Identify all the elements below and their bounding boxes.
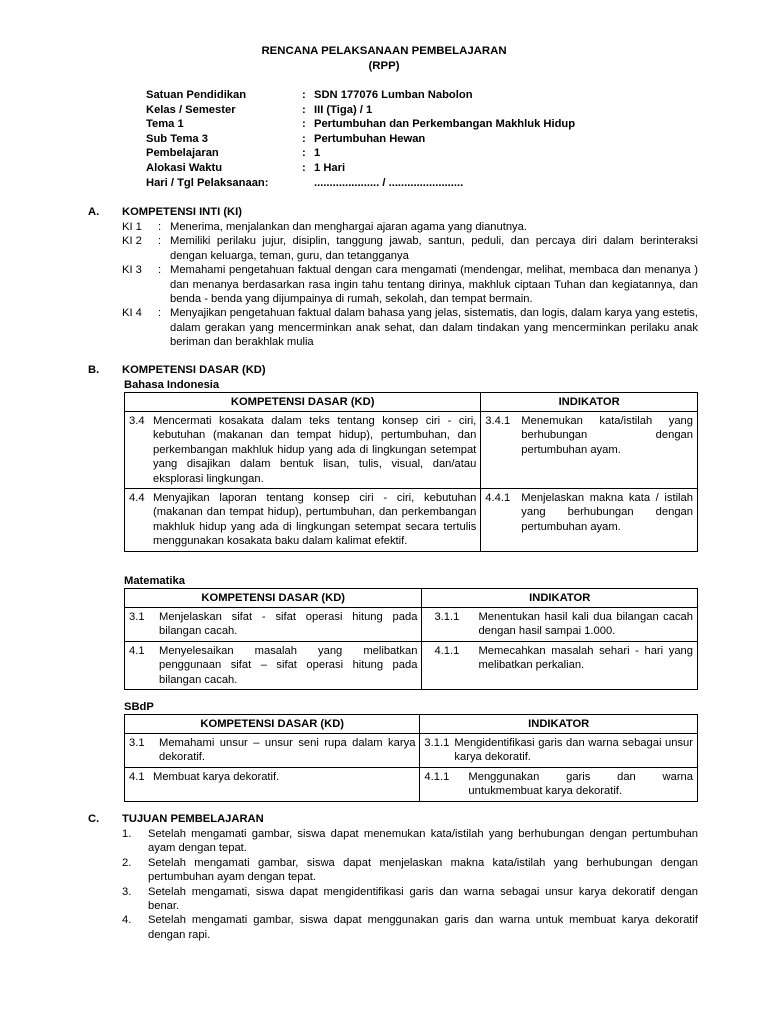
kd-cell bbox=[125, 734, 420, 768]
ki-code: KI 3 bbox=[122, 264, 142, 277]
indikator-cell bbox=[481, 489, 698, 552]
kd-code: 4.1 bbox=[129, 644, 145, 657]
indikator-text: Menentukan hasil kali dua bilangan cacah dengan hasil sampai 1.000. bbox=[478, 611, 693, 638]
kd-code: 3.4 bbox=[129, 415, 145, 427]
item-text: Setelah mengamati gambar, siswa dapat menggunakan garis dan warna untuk membuat karya dekoratif dengan rapi. bbox=[148, 914, 698, 941]
info-key: Pembelajaran bbox=[146, 147, 219, 160]
indikator-text: Menggunakan garis dan warna untukmembuat karya dekoratif. bbox=[468, 770, 693, 798]
kd-code: 4.4 bbox=[129, 492, 145, 505]
ki-colon: : bbox=[158, 264, 162, 277]
indikator-cell bbox=[481, 412, 698, 489]
info-row bbox=[146, 88, 575, 103]
kd-cell bbox=[125, 608, 422, 642]
subject-heading: Bahasa Indonesia bbox=[124, 379, 220, 391]
table-header-row bbox=[125, 393, 698, 412]
table-row bbox=[125, 767, 698, 801]
ki-text: Menerima, menjalankan dan menghargai ajaran agama yang dianutnya. bbox=[170, 221, 527, 233]
indikator-cell bbox=[422, 608, 698, 642]
kd-table-sbdp bbox=[124, 714, 698, 802]
kd-text: Menyelesaikan masalah yang melibatkan penggunaan sifat – sifat operasi hitung pada bilangan cacah. bbox=[159, 644, 418, 686]
info-key: Satuan Pendidikan bbox=[146, 89, 247, 101]
table-header-row bbox=[125, 715, 698, 734]
kd-code: 3.1 bbox=[129, 737, 145, 749]
kd-cell bbox=[125, 767, 420, 801]
header-kd: KOMPETENSI DASAR (KD) bbox=[125, 393, 481, 412]
info-colon: : bbox=[302, 118, 306, 131]
info-value: Pertumbuhan dan Perkembangan Makhluk Hidup bbox=[314, 118, 576, 131]
identity-info bbox=[146, 88, 575, 190]
info-row bbox=[146, 117, 575, 132]
ki-colon: : bbox=[158, 221, 162, 233]
subject-heading: SBdP bbox=[124, 701, 154, 713]
header-indikator: INDIKATOR bbox=[422, 589, 698, 608]
table-row bbox=[125, 608, 698, 642]
table-row bbox=[125, 734, 698, 768]
header-indikator: INDIKATOR bbox=[481, 393, 698, 412]
kd-text: Mencermati kosakata dalam teks tentang konsep ciri - ciri, kebutuhan (makanan dan tempat hidup), pertumbuhan, dan perkembangan makhluk hidup yang ada di lingkungan setempat yang disajikan dalam bentuk lisan, tulis, visual, dan/atau eksplorasi lingkungan. bbox=[153, 415, 477, 485]
info-value: Pertumbuhan Hewan bbox=[314, 132, 426, 145]
list-item bbox=[122, 827, 698, 856]
item-number: 4. bbox=[122, 914, 132, 927]
info-row bbox=[146, 132, 575, 147]
section-title: KOMPETENSI INTI (KI) bbox=[122, 206, 242, 218]
indikator-cell bbox=[422, 641, 698, 689]
kd-text: Memahami unsur – unsur seni rupa dalam karya dekoratif. bbox=[159, 737, 416, 764]
indikator-cell bbox=[420, 734, 698, 768]
table-row bbox=[125, 489, 698, 552]
header-kd: KOMPETENSI DASAR (KD) bbox=[125, 589, 422, 608]
section-letter: A. bbox=[88, 206, 100, 218]
kd-cell bbox=[125, 641, 422, 689]
indikator-code: 4.1.1 bbox=[424, 770, 450, 783]
item-number: 1. bbox=[122, 828, 132, 840]
info-colon: : bbox=[302, 161, 306, 174]
ki-item bbox=[122, 306, 698, 349]
ki-text: Menyajikan pengetahuan faktual dalam bahasa yang jelas, sistematis, dan logis, dalam karya yang estetis, dalam gerakan yang mencerminkan anak sehat, dan dalam tindakan yang mencerminkan perilaku anak beriman dan berakhlak mulia bbox=[170, 307, 698, 349]
list-item bbox=[122, 885, 698, 914]
indikator-code: 4.4.1 bbox=[485, 492, 511, 505]
info-colon bbox=[302, 176, 314, 191]
kd-cell bbox=[125, 412, 481, 489]
ki-text: Memahami pengetahuan faktual dengan cara mengamati (mendengar, melihat, membaca dan menanya ) dan menanya berdasarkan rasa ingin tahu tentang dirinya, makhluk ciptaan Tuhan dan kegiatannya, dan benda - benda yang dijumpainya di rumah, sekolah, dan tempat bermain. bbox=[170, 264, 698, 306]
subject-heading: Matematika bbox=[124, 575, 185, 587]
document-subtitle: (RPP) bbox=[368, 60, 400, 72]
kd-table-matematika bbox=[124, 588, 698, 690]
indikator-cell bbox=[420, 767, 698, 801]
list-item bbox=[122, 856, 698, 885]
table-header-row bbox=[125, 589, 698, 608]
info-row bbox=[146, 161, 575, 176]
info-value: SDN 177076 Lumban Nabolon bbox=[314, 89, 473, 101]
info-key: Kelas / Semester bbox=[146, 103, 236, 116]
section-title: KOMPETENSI DASAR (KD) bbox=[122, 364, 266, 376]
kd-cell bbox=[125, 489, 481, 552]
info-key: Tema 1 bbox=[146, 118, 184, 131]
ki-code: KI 2 bbox=[122, 235, 142, 248]
kd-text: Menjelaskan sifat - sifat operasi hitung pada bilangan cacah. bbox=[159, 611, 418, 638]
ki-item bbox=[122, 220, 698, 234]
info-key: Alokasi Waktu bbox=[146, 161, 223, 174]
indikator-code: 4.1.1 bbox=[434, 644, 460, 657]
indikator-text: Menjelaskan makna kata / istilah yang berhubungan dengan pertumbuhan ayam. bbox=[521, 492, 693, 533]
info-key: Hari / Tgl Pelaksanaan: bbox=[146, 176, 269, 189]
ki-colon: : bbox=[158, 235, 162, 248]
info-row bbox=[146, 103, 575, 118]
table-row bbox=[125, 412, 698, 489]
kd-text: Membuat karya dekoratif. bbox=[153, 770, 280, 783]
document-title: RENCANA PELAKSANAAN PEMBELAJARAN bbox=[261, 45, 507, 57]
table-row bbox=[125, 641, 698, 689]
kd-text: Menyajikan laporan tentang konsep ciri - ciri, kebutuhan (makanan dan tempat hidup), pertumbuhan, dan perkembangan makhluk hidup yang ada di lingkungan setempat secara tertulis menggunakan kosakata baku dalam kalimat efektif. bbox=[153, 492, 477, 548]
indikator-text: Mengidentifikasi garis dan warna sebagai unsur karya dekoratif. bbox=[454, 737, 693, 764]
tujuan-list bbox=[122, 827, 698, 942]
ki-code: KI 1 bbox=[122, 221, 142, 233]
info-colon: : bbox=[302, 103, 306, 116]
kd-code: 4.1 bbox=[129, 770, 145, 783]
info-value: 1 Hari bbox=[314, 161, 346, 174]
info-colon: : bbox=[302, 89, 306, 101]
header-indikator: INDIKATOR bbox=[420, 715, 698, 734]
kd-table-bahasa-indonesia bbox=[124, 392, 698, 552]
item-text: Setelah mengamati gambar, siswa dapat menemukan kata/istilah yang berhubungan dengan pertumbuhan ayam dengan tepat. bbox=[148, 828, 698, 855]
indikator-code: 3.1.1 bbox=[424, 737, 450, 749]
indikator-text: Menemukan kata/istilah yang berhubungan dengan pertumbuhan ayam. bbox=[521, 415, 693, 456]
ki-code: KI 4 bbox=[122, 307, 142, 320]
ki-text: Memiliki perilaku jujur, disiplin, tanggung jawab, santun, peduli, dan percaya diri dalam berinteraksi dengan keluarga, teman, guru, dan tetangganya bbox=[170, 235, 698, 262]
indikator-text: Memecahkan masalah sehari - hari yang melibatkan perkalian. bbox=[478, 644, 693, 672]
section-title: TUJUAN PEMBELAJARAN bbox=[122, 813, 264, 825]
info-value: ..................... / ........................ bbox=[314, 176, 464, 189]
info-colon: : bbox=[302, 132, 306, 145]
ki-colon: : bbox=[158, 307, 162, 320]
section-letter: C. bbox=[88, 813, 100, 825]
item-number: 3. bbox=[122, 885, 132, 898]
ki-item bbox=[122, 234, 698, 263]
header-kd: KOMPETENSI DASAR (KD) bbox=[125, 715, 420, 734]
info-value: III (Tiga) / 1 bbox=[314, 103, 373, 116]
item-text: Setelah mengamati, siswa dapat mengidentifikasi garis dan warna sebagai unsur karya dekoratif dengan benar. bbox=[148, 885, 698, 913]
info-row bbox=[146, 146, 575, 161]
indikator-code: 3.1.1 bbox=[434, 611, 460, 623]
ki-list bbox=[122, 220, 698, 350]
info-key: Sub Tema 3 bbox=[146, 132, 208, 145]
ki-item bbox=[122, 263, 698, 306]
info-row bbox=[146, 176, 575, 191]
info-colon: : bbox=[302, 147, 306, 160]
kd-code: 3.1 bbox=[129, 611, 145, 623]
item-number: 2. bbox=[122, 856, 132, 869]
section-letter: B. bbox=[88, 364, 100, 376]
info-value: 1 bbox=[314, 147, 321, 160]
item-text: Setelah mengamati gambar, siswa dapat menjelaskan makna kata/istilah yang berhubungan dengan pertumbuhan ayam dengan tepat. bbox=[148, 856, 698, 884]
list-item bbox=[122, 913, 698, 942]
indikator-code: 3.4.1 bbox=[485, 415, 511, 427]
